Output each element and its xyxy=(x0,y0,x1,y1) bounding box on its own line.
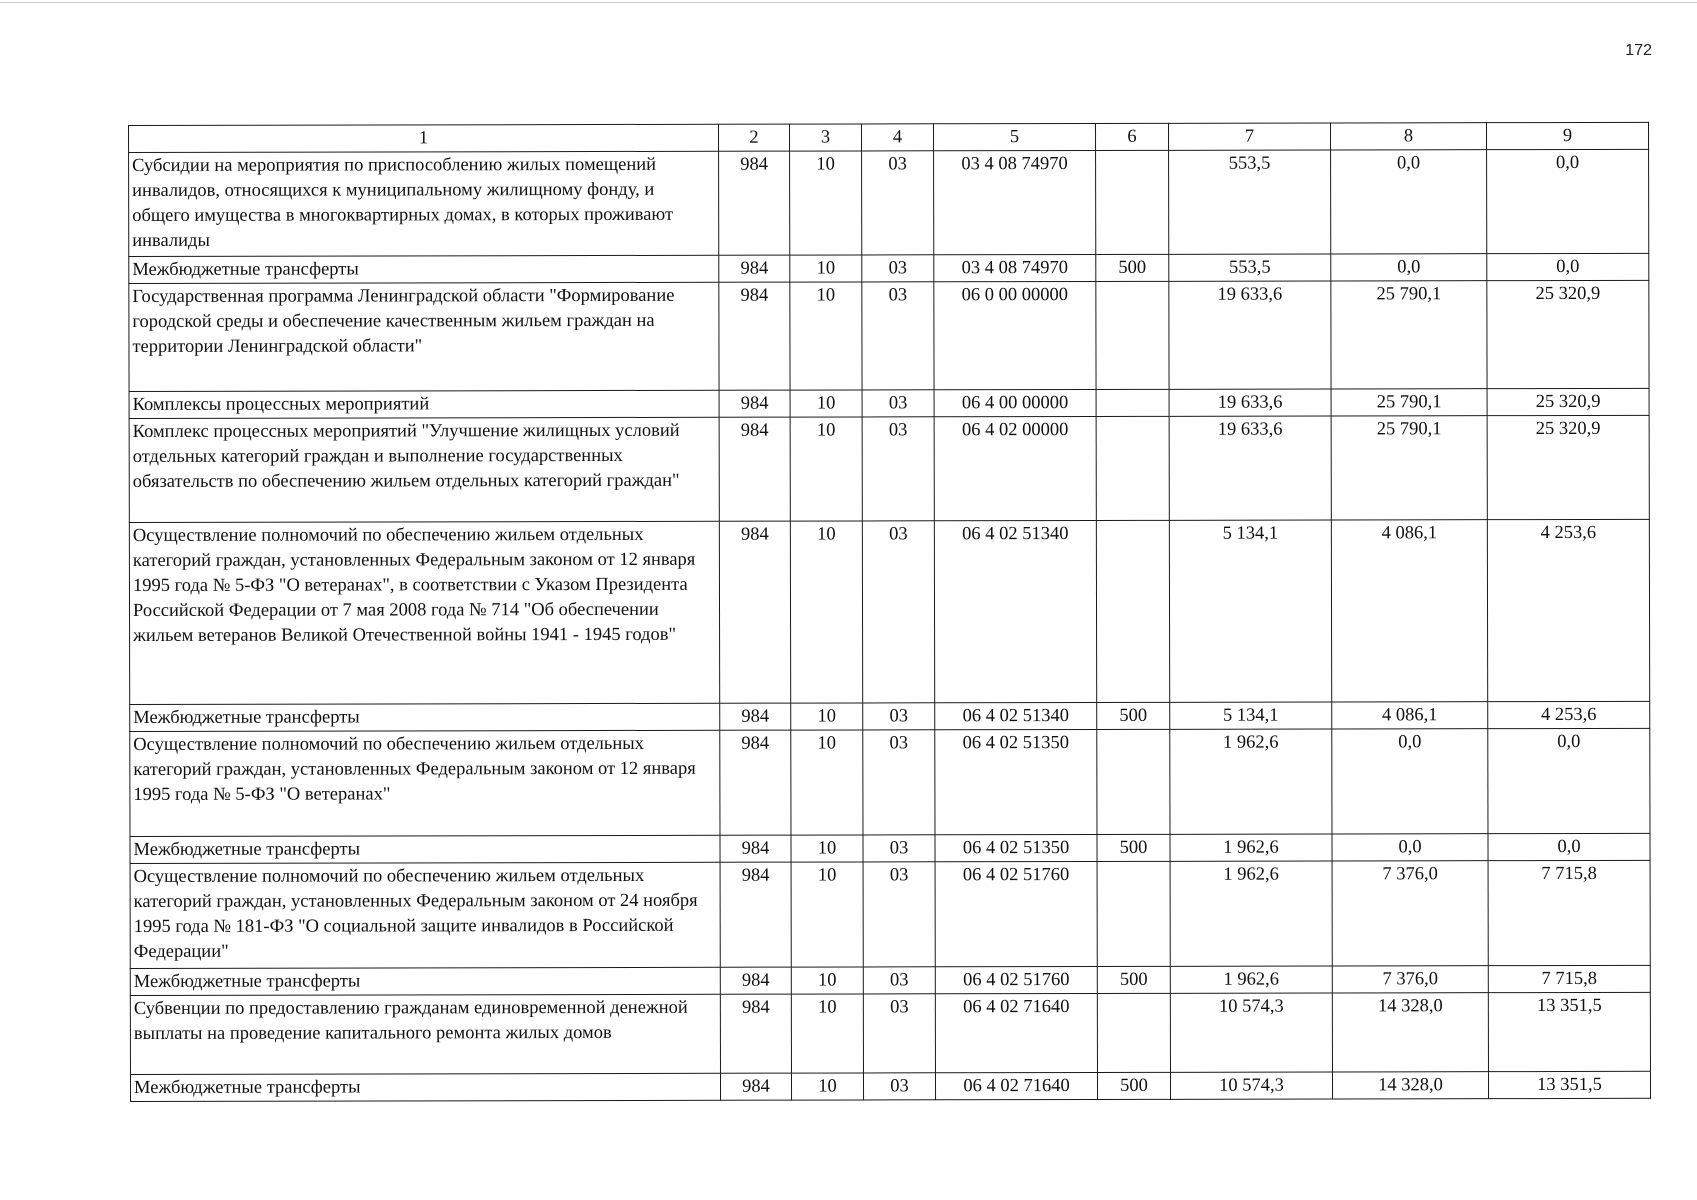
target-article-cell: 06 4 02 51350 xyxy=(935,834,1097,861)
subsection-cell: 03 xyxy=(863,703,935,730)
grbs-cell: 984 xyxy=(720,994,791,1073)
subsection-cell: 03 xyxy=(862,255,934,282)
item-name-cell: Межбюджетные трансферты xyxy=(130,967,720,995)
amount-year2-cell: 25 790,1 xyxy=(1331,281,1487,389)
amount-year1-cell: 1 962,6 xyxy=(1170,834,1332,861)
subsection-cell: 03 xyxy=(863,994,935,1073)
target-article-cell: 06 4 02 51760 xyxy=(935,966,1097,993)
table-row xyxy=(130,701,1650,731)
expense-type-cell xyxy=(1096,416,1169,520)
item-name-cell: Государственная программа Ленинградской области "Формирование городской среды и обеспечение качественным жильем граждан на территории Ленинградской области" xyxy=(129,282,719,391)
section-cell: 10 xyxy=(790,390,862,417)
target-article-cell: 06 4 02 51350 xyxy=(935,729,1097,834)
expense-type-cell: 500 xyxy=(1096,254,1169,281)
amount-year2-cell: 14 328,0 xyxy=(1332,993,1488,1072)
table-row xyxy=(129,253,1649,283)
section-cell: 10 xyxy=(791,862,863,967)
column-header: 4 xyxy=(861,124,933,151)
amount-year2-cell: 0,0 xyxy=(1332,729,1488,834)
expense-type-cell: 500 xyxy=(1097,702,1170,729)
grbs-cell: 984 xyxy=(720,835,791,862)
amount-year2-cell: 0,0 xyxy=(1331,254,1487,281)
expense-type-cell: 500 xyxy=(1097,966,1170,993)
section-cell: 10 xyxy=(790,255,862,282)
section-cell: 10 xyxy=(791,703,863,730)
target-article-cell: 06 0 00 00000 xyxy=(934,281,1096,389)
amount-year1-cell: 1 962,6 xyxy=(1170,861,1332,966)
table-row xyxy=(130,965,1650,995)
item-name-cell: Межбюджетные трансферты xyxy=(130,1073,720,1101)
grbs-cell: 984 xyxy=(720,1073,791,1100)
table-row xyxy=(130,1071,1650,1101)
grbs-cell: 984 xyxy=(719,255,790,282)
expense-type-cell xyxy=(1097,993,1170,1072)
subsection-cell: 03 xyxy=(862,151,934,255)
expense-type-cell xyxy=(1096,520,1169,702)
table-row xyxy=(129,519,1649,704)
column-header: 1 xyxy=(129,124,719,152)
expense-type-cell: 500 xyxy=(1097,1072,1170,1099)
amount-year3-cell: 7 715,8 xyxy=(1488,860,1650,965)
amount-year3-cell: 0,0 xyxy=(1487,149,1649,253)
amount-year1-cell: 553,5 xyxy=(1169,254,1331,281)
amount-year1-cell: 5 134,1 xyxy=(1169,520,1331,702)
target-article-cell: 06 4 02 51340 xyxy=(935,702,1097,729)
target-article-cell: 06 4 02 71640 xyxy=(935,1072,1097,1099)
amount-year1-cell: 5 134,1 xyxy=(1170,702,1332,729)
amount-year2-cell: 7 376,0 xyxy=(1332,861,1488,966)
table-row xyxy=(130,728,1650,836)
subsection-cell: 03 xyxy=(863,967,935,994)
item-name-cell: Осуществление полномочий по обеспечению жильем отдельных категорий граждан, установленных Федеральным законом от 24 ноября 1995 года № 181-ФЗ "О социальной защите инвалидов в Российской Федерации" xyxy=(130,862,720,968)
amount-year3-cell: 0,0 xyxy=(1488,833,1650,860)
amount-year1-cell: 1 962,6 xyxy=(1170,966,1332,993)
expense-type-cell xyxy=(1096,389,1169,416)
amount-year3-cell: 0,0 xyxy=(1488,728,1650,833)
target-article-cell: 03 4 08 74970 xyxy=(934,254,1096,281)
amount-year2-cell: 14 328,0 xyxy=(1332,1072,1488,1099)
amount-year3-cell: 25 320,9 xyxy=(1487,280,1649,388)
expense-type-cell xyxy=(1097,861,1170,966)
amount-year2-cell: 25 790,1 xyxy=(1331,389,1487,416)
item-name-cell: Комплексы процессных мероприятий xyxy=(129,390,719,418)
column-header: 6 xyxy=(1095,123,1168,150)
amount-year1-cell: 19 633,6 xyxy=(1169,281,1331,389)
section-cell: 10 xyxy=(791,730,863,835)
expense-type-cell: 500 xyxy=(1097,834,1170,861)
amount-year1-cell: 19 633,6 xyxy=(1169,389,1331,416)
amount-year3-cell: 25 320,9 xyxy=(1487,415,1649,519)
item-name-cell: Комплекс процессных мероприятий "Улучшение жилищных условий отдельных категорий граждан и выполнение государственных обязательств по обеспечению жильем отдельных категорий граждан" xyxy=(129,417,719,522)
page-number: 172 xyxy=(1625,42,1652,59)
subsection-cell: 03 xyxy=(862,521,934,703)
target-article-cell: 06 4 00 00000 xyxy=(934,389,1096,416)
grbs-cell: 984 xyxy=(720,862,791,967)
item-name-cell: Осуществление полномочий по обеспечению жильем отдельных категорий граждан, установленных Федеральным законом от 12 января 1995 года № 5-ФЗ "О ветеранах" xyxy=(130,730,720,836)
item-name-cell: Межбюджетные трансферты xyxy=(129,255,719,283)
amount-year1-cell: 553,5 xyxy=(1169,150,1331,254)
section-cell: 10 xyxy=(790,282,862,390)
grbs-cell: 984 xyxy=(719,521,790,703)
target-article-cell: 06 4 02 71640 xyxy=(935,993,1097,1072)
grbs-cell: 984 xyxy=(720,730,791,835)
subsection-cell: 03 xyxy=(862,417,934,521)
item-name-cell: Межбюджетные трансферты xyxy=(130,703,720,731)
amount-year1-cell: 19 633,6 xyxy=(1169,416,1331,520)
item-name-cell: Осуществление полномочий по обеспечению жильем отдельных категорий граждан, установленных Федеральным законом от 12 января 1995 года № 5-ФЗ "О ветеранах", в соответствии с Указом Президента Российской Федерации от 7 мая 2008 года № 714 "Об обеспечении жильем ветеранов Великой Отечественной войны 1941 - 1945 годов" xyxy=(129,521,719,704)
table-row xyxy=(129,149,1649,256)
target-article-cell: 06 4 02 51760 xyxy=(935,861,1097,966)
target-article-cell: 03 4 08 74970 xyxy=(934,150,1096,254)
amount-year3-cell: 4 253,6 xyxy=(1487,519,1649,701)
column-number-row xyxy=(129,122,1649,152)
column-header: 5 xyxy=(933,123,1095,150)
subsection-cell: 03 xyxy=(863,1073,935,1100)
column-header: 7 xyxy=(1168,123,1330,150)
amount-year3-cell: 7 715,8 xyxy=(1488,965,1650,992)
scan-top-edge xyxy=(0,2,1697,3)
amount-year2-cell: 7 376,0 xyxy=(1332,966,1488,993)
item-name-cell: Субвенции по предоставлению гражданам единовременной денежной выплаты на проведение капитального ремонта жилых домов xyxy=(130,994,720,1074)
subsection-cell: 03 xyxy=(863,835,935,862)
grbs-cell: 984 xyxy=(719,282,790,390)
amount-year2-cell: 4 086,1 xyxy=(1331,520,1487,702)
amount-year2-cell: 0,0 xyxy=(1331,150,1487,254)
budget-table xyxy=(128,122,1651,1102)
amount-year3-cell: 13 351,5 xyxy=(1488,1071,1650,1098)
table-row xyxy=(129,415,1649,522)
amount-year1-cell: 10 574,3 xyxy=(1170,1072,1332,1099)
section-cell: 10 xyxy=(790,417,862,521)
table-row xyxy=(130,833,1650,863)
grbs-cell: 984 xyxy=(720,967,791,994)
grbs-cell: 984 xyxy=(719,390,790,417)
expense-type-cell xyxy=(1096,150,1169,254)
amount-year1-cell: 1 962,6 xyxy=(1170,729,1332,834)
section-cell: 10 xyxy=(791,1073,863,1100)
subsection-cell: 03 xyxy=(862,282,934,390)
column-header: 8 xyxy=(1330,123,1486,150)
grbs-cell: 984 xyxy=(719,417,790,521)
grbs-cell: 984 xyxy=(720,703,791,730)
column-header: 3 xyxy=(789,124,861,151)
target-article-cell: 06 4 02 00000 xyxy=(934,416,1096,520)
item-name-cell: Межбюджетные трансферты xyxy=(130,835,720,863)
table-row xyxy=(129,280,1649,391)
column-header: 9 xyxy=(1486,122,1648,149)
subsection-cell: 03 xyxy=(863,730,935,835)
amount-year2-cell: 4 086,1 xyxy=(1332,702,1488,729)
section-cell: 10 xyxy=(790,151,862,255)
subsection-cell: 03 xyxy=(863,862,935,967)
amount-year3-cell: 13 351,5 xyxy=(1488,992,1650,1071)
section-cell: 10 xyxy=(790,521,862,703)
amount-year1-cell: 10 574,3 xyxy=(1170,993,1332,1072)
amount-year2-cell: 0,0 xyxy=(1332,834,1488,861)
table-row xyxy=(129,388,1649,418)
table-row xyxy=(130,992,1650,1074)
item-name-cell: Субсидии на мероприятия по приспособлению жилых помещений инвалидов, относящихся к муниципальному жилищному фонду, и общего имущества в многоквартирных домах, в которых проживают инвалиды xyxy=(129,151,719,256)
amount-year3-cell: 0,0 xyxy=(1487,253,1649,280)
expense-type-cell xyxy=(1096,281,1169,389)
amount-year3-cell: 4 253,6 xyxy=(1488,701,1650,728)
section-cell: 10 xyxy=(791,835,863,862)
amount-year2-cell: 25 790,1 xyxy=(1331,416,1487,520)
section-cell: 10 xyxy=(791,967,863,994)
subsection-cell: 03 xyxy=(862,390,934,417)
target-article-cell: 06 4 02 51340 xyxy=(934,520,1096,702)
table-row xyxy=(130,860,1650,968)
section-cell: 10 xyxy=(791,994,863,1073)
grbs-cell: 984 xyxy=(719,151,790,255)
amount-year3-cell: 25 320,9 xyxy=(1487,388,1649,415)
expense-type-cell xyxy=(1097,729,1170,834)
column-header: 2 xyxy=(718,124,789,151)
